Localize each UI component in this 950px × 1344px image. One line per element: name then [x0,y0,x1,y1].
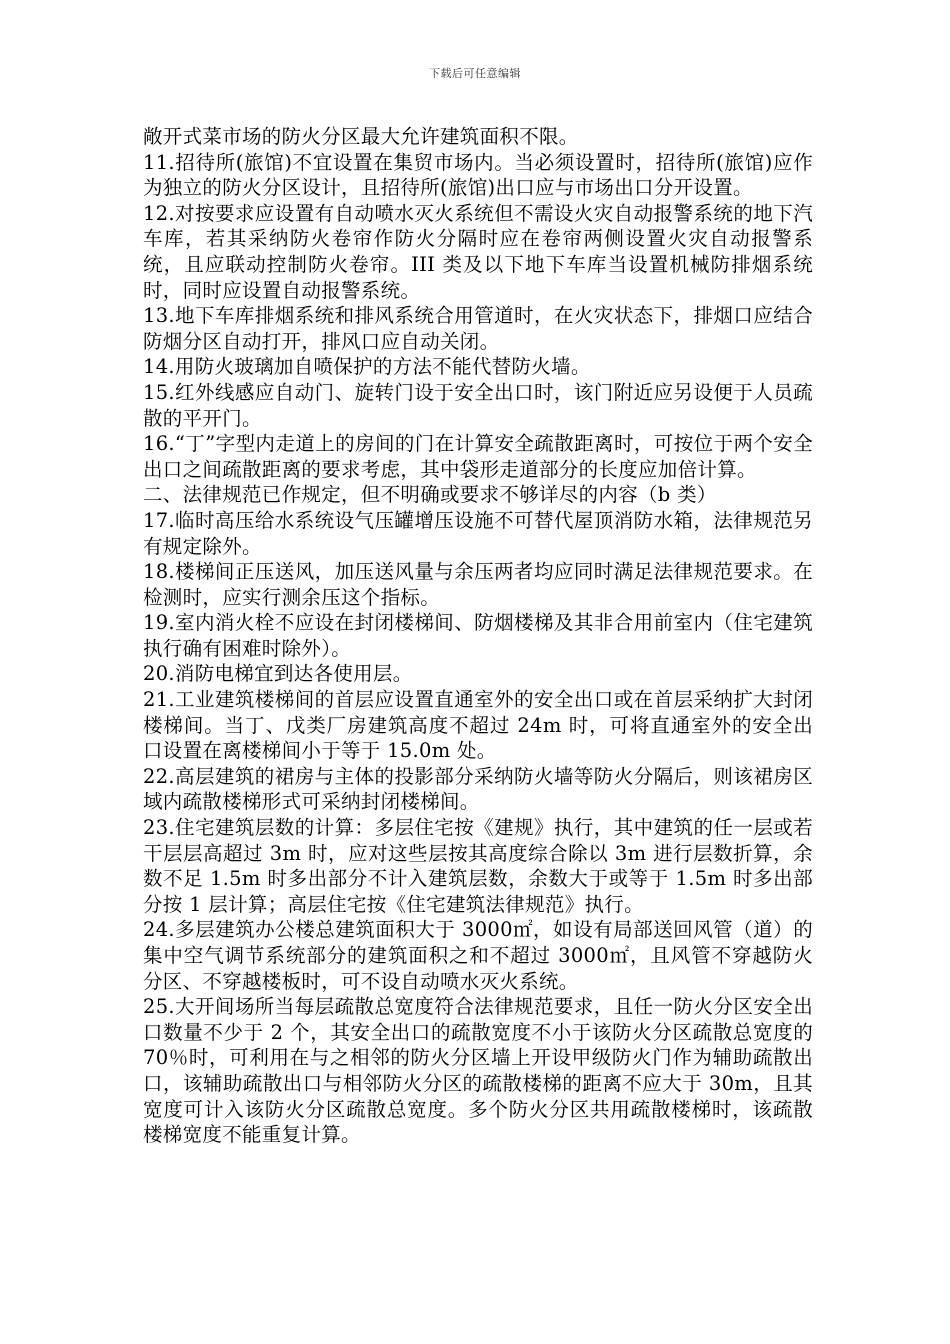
paragraph: 12.对按要求应设置有自动喷水灭火系统但不需设火灾自动报警系统的地下汽车库，若其采纳防火卷帘作防火分隔时应在卷帘两侧设置火灾自动报警系统，且应联动控制防火卷帘。III 类及以下地下车库当设置机械防排烟系统时，同时应设置自动报警系统。 [143,201,813,302]
page-header-note: 下载后可任意编辑 [429,67,521,80]
paragraph: 11.招待所(旅馆)不宜设置在集贸市场内。当必须设置时，招待所(旅馆)应作为独立的防火分区设计，且招待所(旅馆)出口应与市场出口分开设置。 [143,150,813,200]
section-heading: 二、法律规范已作规定，但不明确或要求不够详尽的内容（b 类） [143,483,717,507]
paragraph: 敞开式菜市场的防火分区最大允许建筑面积不限。 [143,125,579,148]
paragraph: 21.工业建筑楼梯间的首层应设置直通室外的安全出口或在首层采纳扩大封闭楼梯间。当丁、戊类厂房建筑高度不超过 24m 时，可将直通室外的安全出口设置在离楼梯间小于等于 15.0m 处。 [143,688,813,763]
paragraph: 23.住宅建筑层数的计算：多层住宅按《建规》执行，其中建筑的任一层或若干层层高超过 3m 时，应对这些层按其高度综合除以 3m 进行层数折算，余数不足 1.5m 时多出部分不计入建筑层数，余数大于或等于 1.5m 时多出部分按 1 层计算；高层住宅按《住宅建筑法律规范》执行。 [143,816,813,916]
paragraph: 16.“丁”字型内走道上的房间的门在计算安全疏散距离时，可按位于两个安全出口之间疏散距离的要求考虑，其中袋形走道部分的长度应加倍计算。 [143,432,813,481]
paragraph: 22.高层建筑的裙房与主体的投影部分采纳防火墙等防火分隔后，则该裙房区域内疏散楼梯形式可采纳封闭楼梯间。 [143,764,813,814]
document-body [143,124,813,1148]
paragraph: 14.用防火玻璃加自喷保护的方法不能代替防火墙。 [143,355,591,379]
paragraph: 13.地下车库排烟系统和排风系统合用管道时，在火灾状态下，排烟口应结合防烟分区自动打开，排风口应自动关闭。 [143,304,813,353]
paragraph: 25.大开间场所当每层疏散总宽度符合法律规范要求，且任一防火分区安全出口数量不少于 2 个，其安全出口的疏散宽度不小于该防火分区疏散总宽度的 70％时，可利用在与之相邻的防火分区墙上开设甲级防火门作为辅助疏散出口，该辅助疏散出口与相邻防火分区的疏散楼梯的距离不应大于 30m，且其宽度可计入该防火分区疏散总宽度。多个防火分区共用疏散楼梯时，该疏散楼梯宽度不能重复计算。 [143,995,813,1147]
paragraph: 24.多层建筑办公楼总建筑面积大于 3000㎡，如设有局部送回风管（道）的集中空气调节系统部分的建筑面积之和不超过 3000㎡，且风管不穿越防火分区、不穿越楼板时，可不设自动喷水灭火系统。 [143,918,813,993]
paragraph: 17.临时高压给水系统设气压罐增压设施不可替代屋顶消防水箱，法律规范另有规定除外。 [143,508,813,558]
paragraph: 18.楼梯间正压送风，加压送风量与余压两者均应同时满足法律规范要求。在检测时，应实行测余压这个指标。 [143,560,813,609]
paragraph: 20.消防电梯宜到达各使用层。 [143,662,413,686]
paragraph: 19.室内消火栓不应设在封闭楼梯间、防烟楼梯及其非合用前室内（住宅建筑执行确有困难时除外）。 [143,611,813,660]
paragraph: 15.红外线感应自动门、旋转门设于安全出口时，该门附近应另设便于人员疏散的平开门。 [143,380,813,430]
